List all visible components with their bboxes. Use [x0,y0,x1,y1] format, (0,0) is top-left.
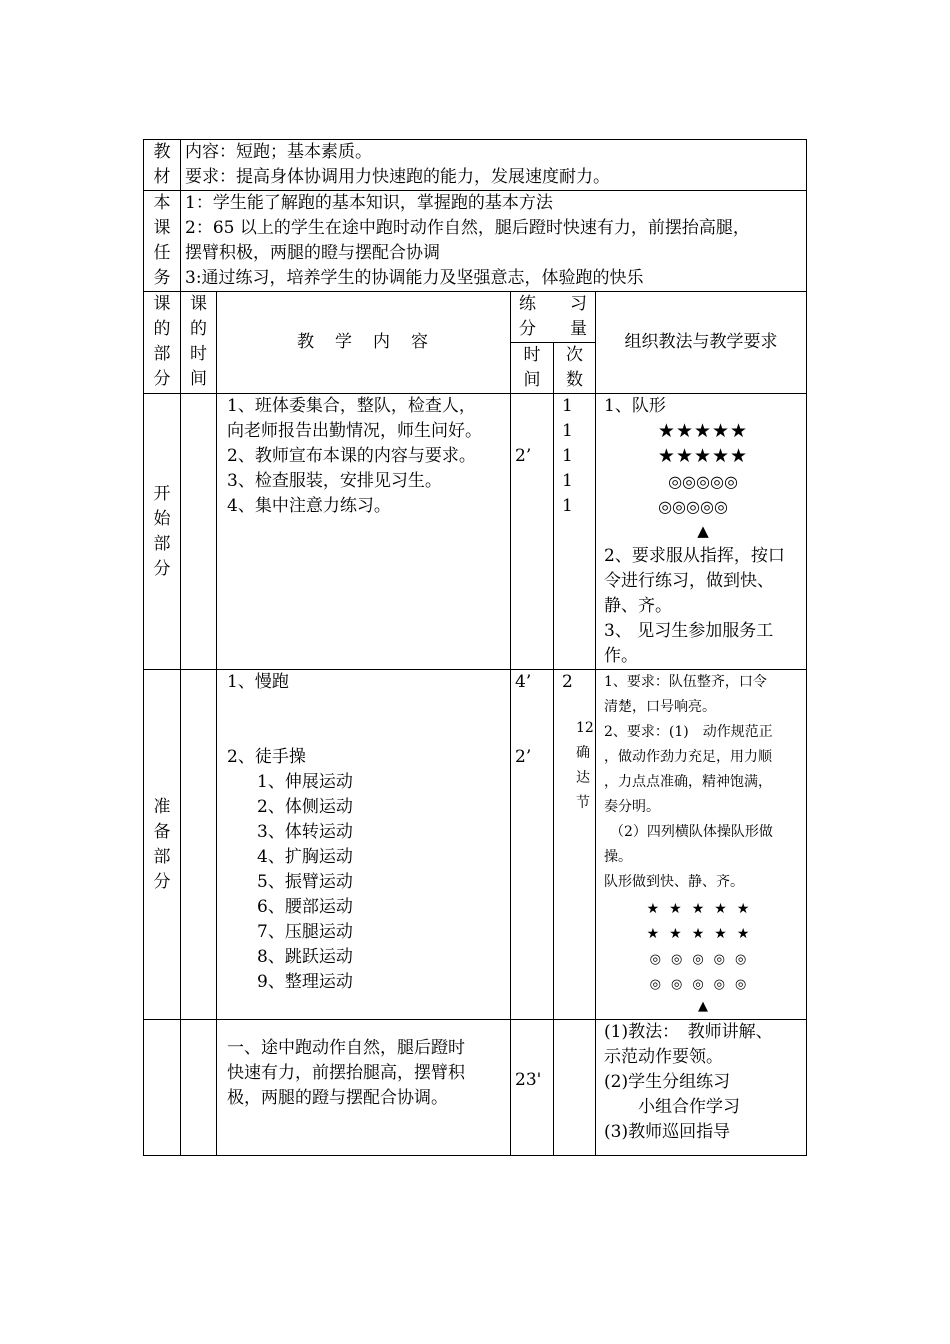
main-line: 快速有力，前摆抬腿高，摆臂积 [227,1063,465,1083]
header-count-sub-text: 次数 [566,345,583,390]
header-row [144,292,807,343]
main-method-line: 示范动作要领。 [604,1047,723,1067]
overflow-char: 12 [576,720,594,736]
header-time [181,292,217,394]
main-method-line: 小组合作学习 [604,1097,740,1117]
opening-line: 向老师报告出勤情况，师生问好。 [227,421,482,441]
circle-row: ◎◎◎◎◎ [649,977,757,992]
task-line: 摆臂积极，两腿的瞪与摆配合协调 [185,243,440,263]
overflow-char: 节 [576,795,590,811]
prep-method-line: 1、要求：队伍整齐，口令 [604,674,767,690]
tasks-cell [181,191,807,292]
material-label-text: 教材 [153,142,171,187]
prep-time-value: 2’ [515,747,532,767]
material-content: 内容：短跑；基本素质。 [185,142,372,162]
teacher-triangle-icon: ▲ [698,999,708,1014]
material-row [144,140,807,191]
overflow-char: 达 [576,770,590,786]
prep-content [217,670,511,1020]
circle-row: ◎◎◎◎◎ [668,472,738,491]
header-practice-char: 习 [570,294,587,314]
main-line: 一、途中跑动作自然，腿后蹬时 [227,1038,465,1058]
header-method: 组织教法与教学要求 [596,292,807,394]
opening-row [144,394,807,670]
opening-count: 1 [562,396,573,416]
prep-method-line: ，力点点准确，精神饱满， [604,774,772,790]
prep-label-text: 准备部分 [153,796,171,892]
opening-method-line: 3、 见习生参加服务工 [604,621,774,641]
main-content [217,1020,511,1156]
prep-sub-item: 6、腰部运动 [257,897,353,917]
opening-count: 1 [562,471,573,491]
prep-method-line: 2、要求：(1) 动作规范正 [604,724,773,740]
star-row: ★★★★★ [657,445,749,467]
prep-time-col [181,670,217,1020]
prep-count-value: 2 [562,672,573,692]
main-row [144,1020,807,1156]
main-method [596,1020,807,1156]
header-practice-char: 量 [570,319,587,339]
material-cell [181,140,807,191]
prep-time-value: 4’ [515,672,532,692]
prep-sub-item: 8、跳跃运动 [257,947,353,967]
main-time-value: 23' [515,1070,542,1090]
opening-counts [554,394,596,670]
opening-count: 1 [562,421,573,441]
header-time-text: 课的时间 [190,294,207,389]
main-method-line: (3)教师巡回指导 [604,1122,731,1142]
task-line: 3:通过练习，培养学生的协调能力及坚强意志，体验跑的快乐 [185,268,644,288]
star-row: ★★★★★ [646,901,760,917]
header-content: 教 学 内 容 [217,292,511,394]
opening-line: 1、班体委集合，整队，检查人， [227,396,476,416]
circle-row: ◎◎◎◎◎ [658,497,728,516]
tasks-row [144,191,807,292]
header-part [144,292,181,394]
prep-sub-item: 5、振臂运动 [257,872,353,892]
opening-method-line: 静、齐。 [604,596,672,616]
prep-method-line: 奏分明。 [604,799,660,815]
opening-method-line: 2、要求服从指挥，按口 [604,546,785,566]
opening-line: 3、检查服装，安排见习生。 [227,471,442,491]
header-practice [511,292,596,343]
prep-method-line: 队形做到快、静、齐。 [604,874,744,890]
prep-time [511,670,554,1020]
tasks-label [144,191,181,292]
opening-count: 1 [562,496,573,516]
opening-content [217,394,511,670]
main-time-col [181,1020,217,1156]
prep-method-line: 操。 [604,849,632,865]
lesson-plan-table [143,139,807,1156]
prep-item: 1、慢跑 [227,672,289,692]
prep-method-line: （2）四列横队体操队形做 [610,824,773,840]
tasks-label-text: 本课任务 [153,193,171,288]
circle-row: ◎◎◎◎◎ [649,952,757,967]
opening-method-line: 作。 [604,646,638,666]
header-practice-bottom [519,317,587,342]
main-label [144,1020,181,1156]
prep-sub-item: 1、伸展运动 [257,772,353,792]
overflow-char: 确 [576,745,590,761]
header-practice-top [519,292,587,317]
opening-time-col [181,394,217,670]
prep-overflow-chars [562,716,594,816]
main-count [554,1020,596,1156]
teacher-triangle-icon: ▲ [697,522,709,540]
prep-label [144,670,181,1020]
star-row: ★★★★★ [646,926,760,942]
opening-label [144,394,181,670]
opening-time-value: 2’ [515,446,532,466]
prep-sub-item: 7、压腿运动 [257,922,353,942]
prep-formation [604,897,802,1017]
prep-sub-item: 2、体侧运动 [257,797,353,817]
header-time-sub [511,343,554,394]
prep-sub-item: 9、整理运动 [257,972,353,992]
header-time-sub-text: 时间 [523,345,541,390]
opening-method-line: 令进行练习，做到快、 [604,571,774,591]
main-time [511,1020,554,1156]
opening-label-text: 开始部分 [153,483,171,579]
material-label [144,140,181,191]
material-requirement: 要求：提高身体协调用力快速跑的能力，发展速度耐力。 [185,167,610,187]
task-line: 1：学生能了解跑的基本知识，掌握跑的基本方法 [185,193,553,213]
header-practice-char: 分 [519,319,536,339]
prep-count [554,670,596,1020]
opening-method [596,394,807,670]
prep-method-line: ，做动作劲力充足，用力顺 [604,749,772,765]
star-row: ★★★★★ [657,420,749,442]
opening-method-title: 1、队形 [604,396,666,416]
opening-time [511,394,554,670]
main-line: 极，两腿的蹬与摆配合协调。 [227,1088,448,1108]
opening-count: 1 [562,446,573,466]
prep-sub-item: 4、扩胸运动 [257,847,353,867]
prep-method-line: 清楚，口号响亮。 [604,699,716,715]
header-part-text: 课的部分 [153,294,171,389]
task-line: 2：65 以上的学生在途中跑时动作自然，腿后蹬时快速有力，前摆抬高腿， [185,218,750,238]
main-method-line: (1)教法： 教师讲解、 [604,1022,773,1042]
main-method-line: (2)学生分组练习 [604,1072,731,1092]
prep-row [144,670,807,1020]
opening-formation [604,419,802,544]
opening-line: 2、教师宣布本课的内容与要求。 [227,446,476,466]
prep-method [596,670,807,1020]
header-count-sub [554,343,596,394]
header-practice-char: 练 [519,294,536,314]
opening-line: 4、集中注意力练习。 [227,496,391,516]
prep-sub-item: 3、体转运动 [257,822,353,842]
prep-item: 2、徒手操 [227,747,306,767]
